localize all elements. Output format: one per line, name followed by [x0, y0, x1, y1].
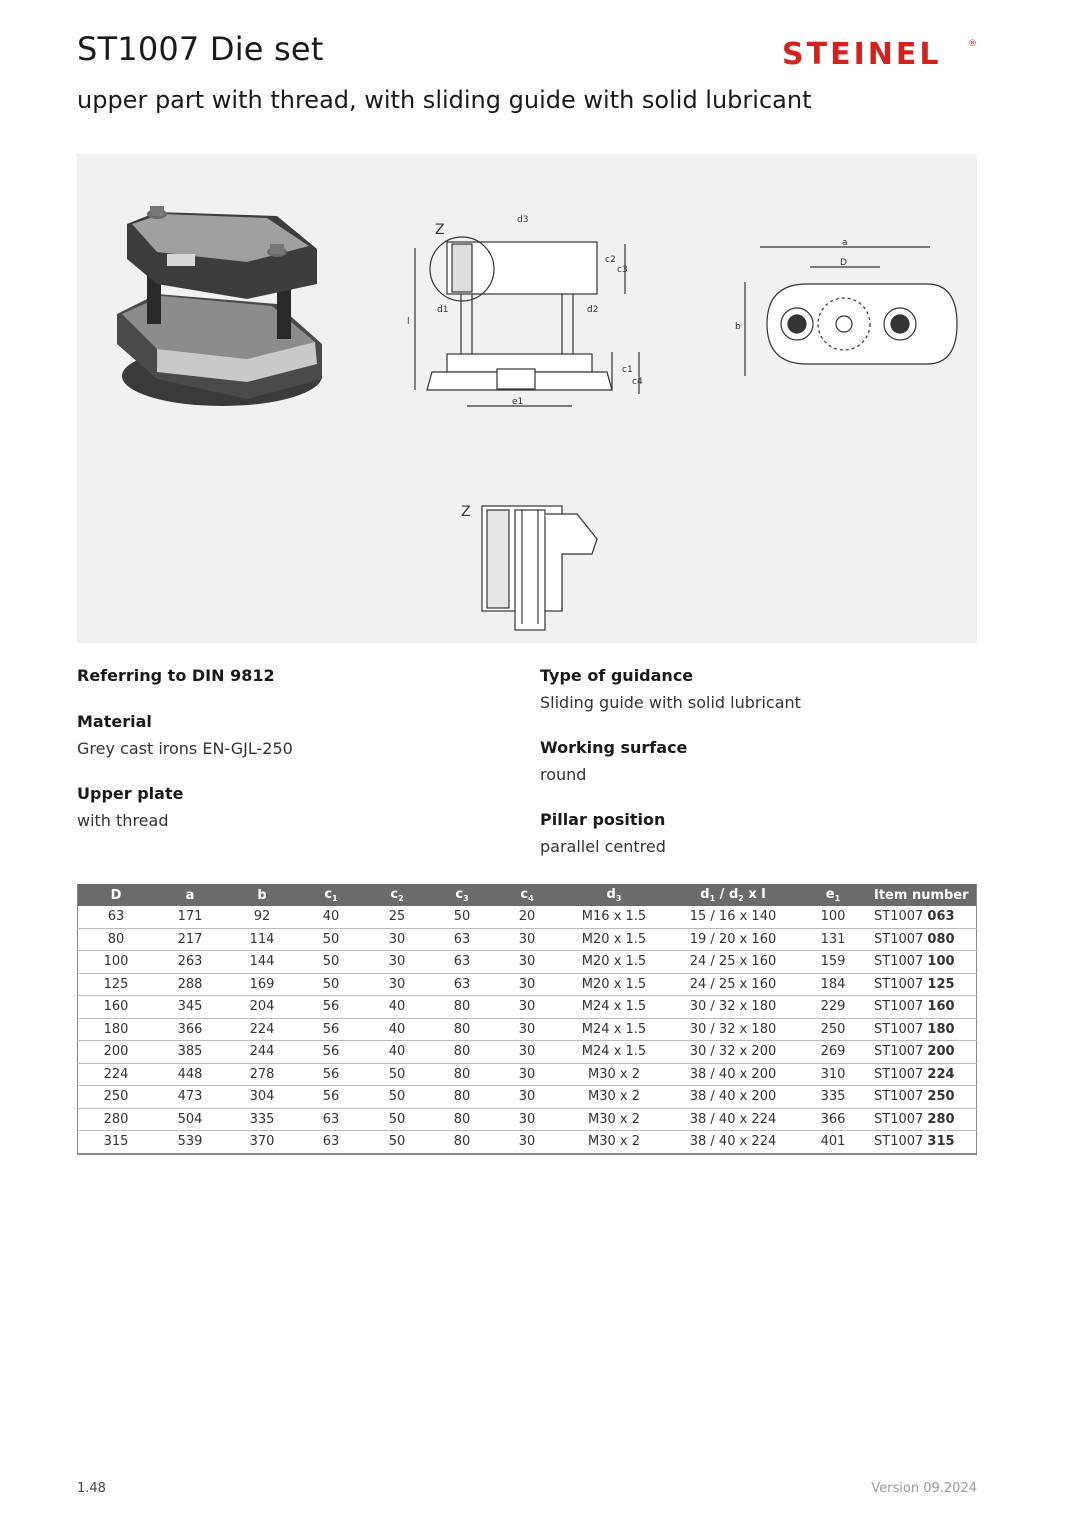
- table-cell: 250: [78, 1086, 155, 1109]
- label-c4: c4: [632, 377, 643, 387]
- table-cell: 80: [78, 928, 155, 951]
- table-cell: 30 / 32 x 180: [668, 996, 798, 1019]
- label-c3: c3: [617, 265, 628, 275]
- dimensions-table: [77, 884, 977, 1155]
- table-cell: 169: [226, 973, 298, 996]
- col-header-item-number: Item number: [868, 884, 977, 906]
- table-cell: M24 x 1.5: [560, 1018, 668, 1041]
- item-prefix: ST1007: [874, 931, 924, 947]
- table-cell: 20: [494, 906, 560, 928]
- table-cell: 366: [798, 1108, 868, 1131]
- label-c2: c2: [605, 255, 616, 265]
- spec-material: [77, 712, 293, 758]
- table-cell: 50: [298, 973, 364, 996]
- table-cell: M24 x 1.5: [560, 1041, 668, 1064]
- table-cell: 335: [798, 1086, 868, 1109]
- table-cell: 92: [226, 906, 298, 928]
- item-prefix: ST1007: [874, 954, 924, 970]
- table-cell: 280: [78, 1108, 155, 1131]
- col-header-D: D: [78, 884, 155, 906]
- table-cell: 80: [430, 1108, 494, 1131]
- table-cell: 38 / 40 x 224: [668, 1131, 798, 1154]
- label-e1: e1: [512, 397, 524, 407]
- table-cell: 250: [798, 1018, 868, 1041]
- table-cell: 40: [298, 906, 364, 928]
- table-cell: 278: [226, 1063, 298, 1086]
- table-cell: M30 x 2: [560, 1131, 668, 1154]
- table-row: [78, 1086, 977, 1109]
- table-cell: 125: [78, 973, 155, 996]
- table-cell: 56: [298, 1018, 364, 1041]
- table-cell: 180: [78, 1018, 155, 1041]
- table-cell: 131: [798, 928, 868, 951]
- table-cell: 30 / 32 x 180: [668, 1018, 798, 1041]
- table-cell: 100: [78, 951, 155, 974]
- spec-working-surface: [540, 738, 687, 784]
- table-cell: 63: [298, 1108, 364, 1131]
- table-cell: 217: [154, 928, 226, 951]
- table-cell: 80: [430, 1086, 494, 1109]
- item-suffix: 315: [927, 1134, 955, 1150]
- detail-z-drawing: [461, 504, 597, 630]
- table-cell: 30: [494, 1131, 560, 1154]
- table-cell: 24 / 25 x 160: [668, 951, 798, 974]
- item-prefix: ST1007: [874, 999, 924, 1015]
- table-cell: 30: [494, 1018, 560, 1041]
- table-cell: 40: [364, 996, 430, 1019]
- table-cell: 539: [154, 1131, 226, 1154]
- item-prefix: ST1007: [874, 1021, 924, 1037]
- table-cell: 473: [154, 1086, 226, 1109]
- spec-working-surface-label: Working surface: [540, 738, 688, 757]
- table-cell: 269: [798, 1041, 868, 1064]
- table-cell: 50: [364, 1086, 430, 1109]
- table-cell: 19 / 20 x 160: [668, 928, 798, 951]
- table-cell: 38 / 40 x 200: [668, 1063, 798, 1086]
- table-cell: 25: [364, 906, 430, 928]
- col-header-b: b: [226, 884, 298, 906]
- table-row: [78, 1041, 977, 1064]
- item-suffix: 125: [927, 976, 955, 992]
- item-suffix: 080: [927, 931, 955, 947]
- logo-text: STEINEL: [782, 37, 942, 68]
- table-cell: 80: [430, 996, 494, 1019]
- table-cell: 63: [298, 1131, 364, 1154]
- label-c1: c1: [622, 365, 633, 375]
- spec-working-surface-value: round: [540, 765, 587, 784]
- product-photo: [117, 206, 322, 406]
- table-cell: 335: [226, 1108, 298, 1131]
- table-cell: 159: [798, 951, 868, 974]
- table-cell: 63: [430, 928, 494, 951]
- item-number-cell: [868, 973, 977, 996]
- registered-mark: ®: [968, 39, 977, 49]
- col-header-c3: $c_3$: [430, 884, 494, 906]
- page-subtitle: upper part with thread, with sliding guide with solid lubricant: [77, 86, 812, 114]
- table-cell: M16 x 1.5: [560, 906, 668, 928]
- col-header-c2: $c_2$: [364, 884, 430, 906]
- spec-din: [77, 666, 275, 693]
- table-cell: 184: [798, 973, 868, 996]
- table-cell: 40: [364, 1018, 430, 1041]
- table-cell: 80: [430, 1041, 494, 1064]
- page-number: 1.48: [77, 1481, 106, 1496]
- table-cell: 30: [494, 1041, 560, 1064]
- spec-upper-plate: [77, 784, 183, 830]
- item-prefix: ST1007: [874, 976, 924, 992]
- label-D: D: [840, 258, 847, 268]
- table-cell: 263: [154, 951, 226, 974]
- item-prefix: ST1007: [874, 1134, 924, 1150]
- table-row: [78, 928, 977, 951]
- table-cell: 30: [364, 928, 430, 951]
- table-cell: 50: [298, 951, 364, 974]
- table-cell: 144: [226, 951, 298, 974]
- table-cell: 30: [494, 1086, 560, 1109]
- table-cell: 370: [226, 1131, 298, 1154]
- col-header-c1: $c_1$: [298, 884, 364, 906]
- table-cell: 229: [798, 996, 868, 1019]
- item-number-cell: [868, 1108, 977, 1131]
- spec-guidance-label: Type of guidance: [540, 666, 694, 685]
- table-cell: 30: [364, 973, 430, 996]
- table-cell: 50: [430, 906, 494, 928]
- spec-din-label: Referring to DIN 9812: [77, 666, 275, 685]
- page-title: ST1007 Die set: [77, 30, 324, 68]
- table-cell: 224: [78, 1063, 155, 1086]
- item-number-cell: [868, 1018, 977, 1041]
- table-cell: 63: [78, 906, 155, 928]
- steinel-logo: [780, 34, 980, 68]
- item-number-cell: [868, 1086, 977, 1109]
- col-header-e1: $e_1$: [798, 884, 868, 906]
- top-view-drawing: [735, 238, 957, 376]
- spec-upper-plate-label: Upper plate: [77, 784, 184, 803]
- table-cell: 50: [364, 1131, 430, 1154]
- table-cell: M20 x 1.5: [560, 951, 668, 974]
- label-a: a: [842, 238, 848, 248]
- item-suffix: 063: [927, 909, 955, 925]
- spec-upper-plate-value: with thread: [77, 811, 169, 830]
- item-prefix: ST1007: [874, 1111, 924, 1127]
- item-suffix: 250: [927, 1089, 955, 1105]
- table-cell: 50: [364, 1108, 430, 1131]
- col-header-d3: $d_3$: [560, 884, 668, 906]
- table-cell: M20 x 1.5: [560, 973, 668, 996]
- label-z-detail: Z: [461, 504, 471, 520]
- table-cell: 40: [364, 1041, 430, 1064]
- table-cell: 345: [154, 996, 226, 1019]
- table-cell: 504: [154, 1108, 226, 1131]
- table-cell: 56: [298, 1086, 364, 1109]
- table-cell: 80: [430, 1131, 494, 1154]
- table-row: [78, 1131, 977, 1154]
- table-cell: 200: [78, 1041, 155, 1064]
- item-suffix: 224: [927, 1066, 955, 1082]
- table-cell: 160: [78, 996, 155, 1019]
- table-cell: 50: [364, 1063, 430, 1086]
- table-cell: 171: [154, 906, 226, 928]
- col-header-a: a: [154, 884, 226, 906]
- label-z: Z: [435, 222, 445, 238]
- item-suffix: 100: [927, 954, 955, 970]
- item-suffix: 160: [927, 999, 955, 1015]
- item-prefix: ST1007: [874, 909, 924, 925]
- table-cell: 204: [226, 996, 298, 1019]
- table-header-row: [78, 884, 977, 906]
- table-cell: 448: [154, 1063, 226, 1086]
- table-cell: 310: [798, 1063, 868, 1086]
- table-cell: 304: [226, 1086, 298, 1109]
- item-suffix: 280: [927, 1111, 955, 1127]
- table-cell: 24 / 25 x 160: [668, 973, 798, 996]
- table-row: [78, 1018, 977, 1041]
- table-cell: 30: [494, 1063, 560, 1086]
- spec-guidance: [540, 666, 801, 712]
- table-cell: 401: [798, 1131, 868, 1154]
- table-cell: M30 x 2: [560, 1063, 668, 1086]
- table-row: [78, 1108, 977, 1131]
- col-header-c4: $c_4$: [494, 884, 560, 906]
- table-cell: 244: [226, 1041, 298, 1064]
- label-d3: d3: [517, 215, 529, 225]
- table-cell: 30: [494, 1108, 560, 1131]
- item-suffix: 180: [927, 1021, 955, 1037]
- table-row: [78, 951, 977, 974]
- table-cell: 30: [494, 973, 560, 996]
- item-number-cell: [868, 996, 977, 1019]
- table-cell: 315: [78, 1131, 155, 1154]
- version-label: Version 09.2024: [871, 1481, 977, 1496]
- table-row: [78, 973, 977, 996]
- table-cell: 224: [226, 1018, 298, 1041]
- spec-pillar-position: [540, 810, 666, 856]
- spec-guidance-value: Sliding guide with solid lubricant: [540, 693, 801, 712]
- table-cell: 288: [154, 973, 226, 996]
- table-cell: 30: [364, 951, 430, 974]
- table-cell: M30 x 2: [560, 1086, 668, 1109]
- table-cell: 30: [494, 951, 560, 974]
- section-drawing: [407, 215, 643, 407]
- table-cell: 366: [154, 1018, 226, 1041]
- item-prefix: ST1007: [874, 1089, 924, 1105]
- table-cell: M30 x 2: [560, 1108, 668, 1131]
- table-cell: 56: [298, 996, 364, 1019]
- item-number-cell: [868, 1063, 977, 1086]
- table-cell: 30: [494, 996, 560, 1019]
- item-prefix: ST1007: [874, 1044, 924, 1060]
- table-cell: M20 x 1.5: [560, 928, 668, 951]
- table-cell: M24 x 1.5: [560, 996, 668, 1019]
- table-cell: 30 / 32 x 200: [668, 1041, 798, 1064]
- table-cell: 15 / 16 x 140: [668, 906, 798, 928]
- table-cell: 63: [430, 973, 494, 996]
- table-row: [78, 996, 977, 1019]
- table-cell: 80: [430, 1018, 494, 1041]
- label-d1: d1: [437, 305, 449, 315]
- table-cell: 63: [430, 951, 494, 974]
- table-cell: 38 / 40 x 200: [668, 1086, 798, 1109]
- table-row: [78, 906, 977, 928]
- col-header-d1d2l: $d_1 / d_2$ x l: [668, 884, 798, 906]
- spec-pillar-position-label: Pillar position: [540, 810, 666, 829]
- table-cell: 38 / 40 x 224: [668, 1108, 798, 1131]
- table-cell: 30: [494, 928, 560, 951]
- item-prefix: ST1007: [874, 1066, 924, 1082]
- table-cell: 114: [226, 928, 298, 951]
- table-row: [78, 1063, 977, 1086]
- spec-material-value: Grey cast irons EN-GJL-250: [77, 739, 293, 758]
- item-number-cell: [868, 906, 977, 928]
- product-figure: [77, 154, 977, 643]
- table-cell: 385: [154, 1041, 226, 1064]
- table-cell: 56: [298, 1041, 364, 1064]
- technical-drawing: [77, 154, 977, 643]
- label-b: b: [735, 322, 741, 332]
- item-suffix: 200: [927, 1044, 955, 1060]
- item-number-cell: [868, 1131, 977, 1154]
- item-number-cell: [868, 928, 977, 951]
- table-cell: 56: [298, 1063, 364, 1086]
- table-cell: 50: [298, 928, 364, 951]
- spec-pillar-position-value: parallel centred: [540, 837, 666, 856]
- table-cell: 100: [798, 906, 868, 928]
- spec-material-label: Material: [77, 712, 152, 731]
- item-number-cell: [868, 1041, 977, 1064]
- item-number-cell: [868, 951, 977, 974]
- label-d2: d2: [587, 305, 599, 315]
- label-l: l: [407, 317, 410, 327]
- table-cell: 80: [430, 1063, 494, 1086]
